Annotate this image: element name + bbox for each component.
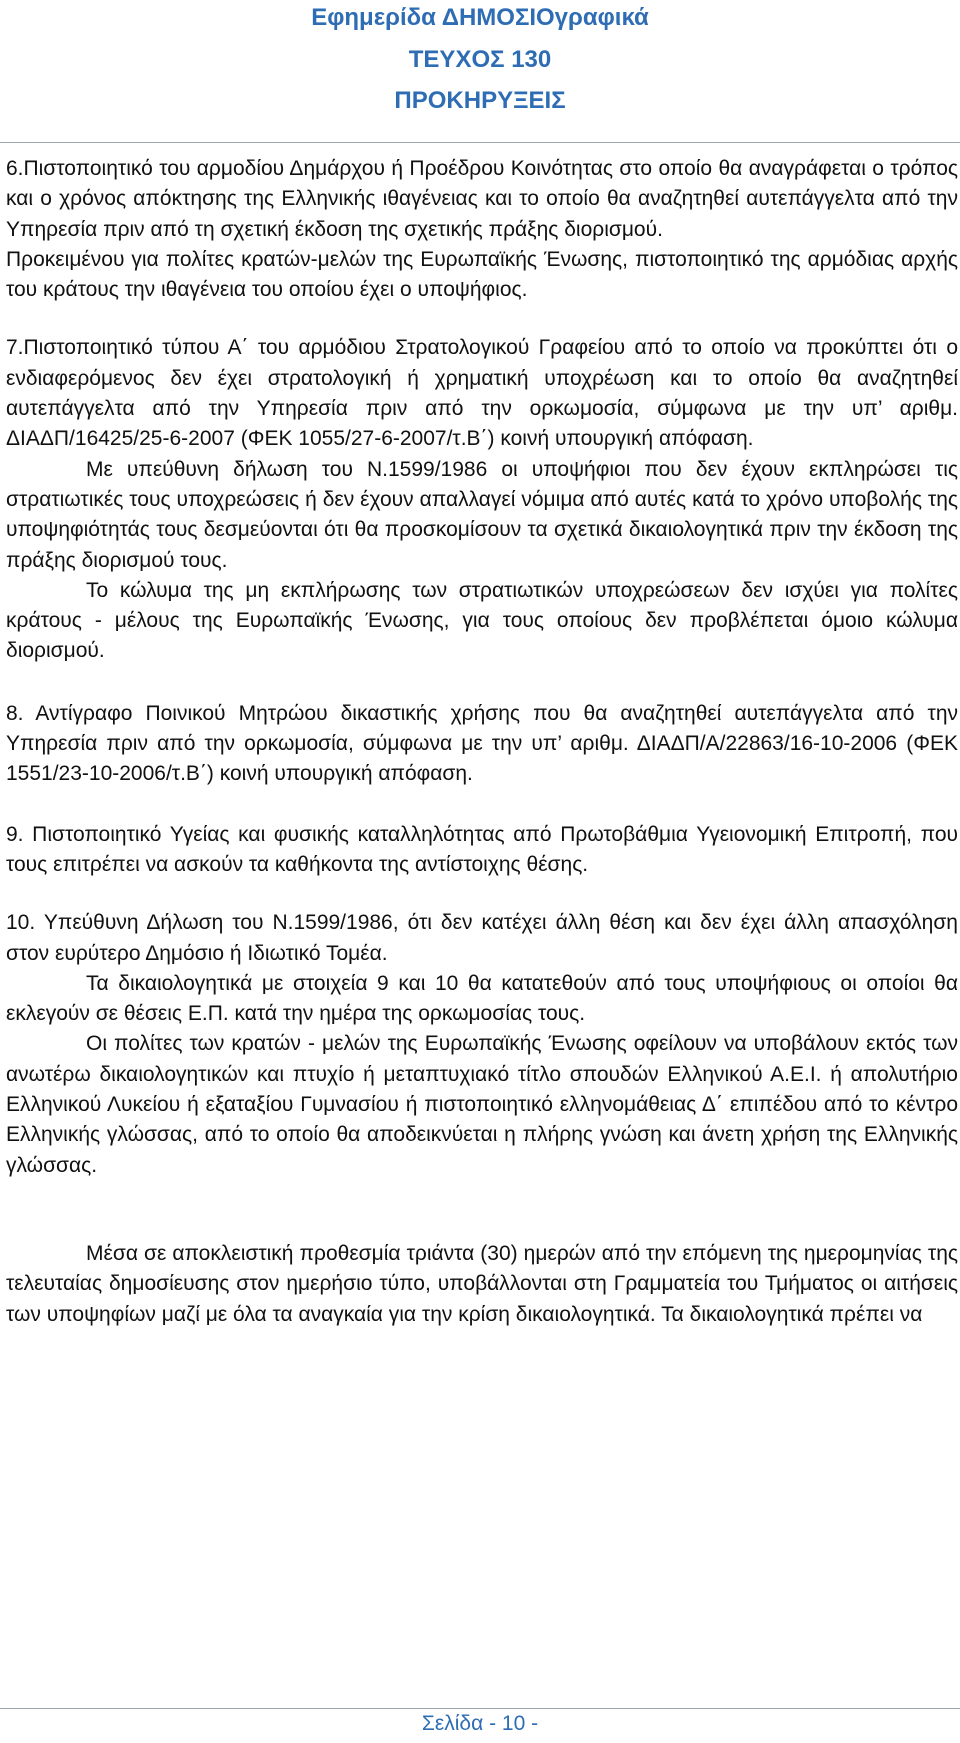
paragraph-6: 6.Πιστοποιητικό του αρμοδίου Δημάρχου ή Προέδρου Κοινότητας στο οποίο θα αναγράφεται ο τρόπος και ο χρόνος απόκτησης της Ελληνικής ιθαγένειας και το οποίο θα αναζητηθεί αυτεπάγγελτα από την Υπηρεσία πριν από τη σχετική έκδοση της σχετικής πράξης διορισμού.: [6, 157, 958, 241]
footer-divider: [0, 1708, 960, 1709]
paragraph-deadline: Μέσα σε αποκλειστική προθεσμία τριάντα (30) ημερών από την επόμενη της ημερομηνίας της τελευταίας δημοσίευσης στον ημερήσιο τύπο, υποβάλλονται στη Γραμματεία του Τμήματος οι αιτήσεις των υποψηφίων μαζί με όλα τα αναγκαία για την κρίση δικαιολογητικά. Τα δικαιολογητικά πρέπει να: [6, 1241, 958, 1326]
paragraph-10: 10. Υπεύθυνη Δήλωση του Ν.1599/1986, ότι δεν κατέχει άλλη θέση και δεν έχει άλλη απασχόληση στον ευρύτερο Δημόσιο ή Ιδιωτικό Τομέα.: [6, 911, 958, 965]
page-number: Σελίδα - 10 -: [421, 1712, 539, 1735]
paragraph-7-declaration: Με υπεύθυνη δήλωση του Ν.1599/1986 οι υποψήφιοι που δεν έχουν εκπληρώσει τις στρατιωτικές τους υποχρεώσεις ή δεν έχουν απαλλαγεί νόμιμα από αυτές κατά το χρόνο υποβολής της υποψηφιότητάς τους δεσμεύονται ότι θα προσκομίσουν τα σχετικά δικαιολογητικά πριν την έκδοση της πράξης διορισμού τους.: [6, 457, 958, 572]
header-divider: [0, 142, 960, 143]
paragraph-6-eu: Προκειμένου για πολίτες κρατών-μελών της Ευρωπαϊκής Ένωσης, πιστοποιητικό της αρμόδιας αρχής του κράτους την ιθαγένεια του οποίου έχει ο υποψήφιος.: [6, 247, 958, 302]
paragraph-9: 9. Πιστοποιητικό Υγείας και φυσικής καταλληλότητας από Πρωτοβάθμια Υγειονομική Επιτροπή, που τους επιτρέπει να ασκούν τα καθήκοντα της αντίστοιχης θέσης.: [6, 822, 958, 876]
document-body: [6, 154, 958, 1330]
publication-title: Εφημερίδα ΔΗΜΟΣΙΟγραφικά: [311, 4, 649, 31]
paragraph-10-submission: Τα δικαιολογητικά με στοιχεία 9 και 10 θα κατατεθούν από τους υποψήφιους οι οποίοι θα εκλεγούν σε θέσεις Ε.Π. κατά την ημέρα της ορκωμοσίας τους.: [6, 971, 958, 1026]
section-title: ΠΡΟΚΗΡΥΞΕΙΣ: [394, 87, 566, 114]
paragraph-8: 8. Αντίγραφο Ποινικού Μητρώου δικαστικής χρήσης που θα αναζητηθεί αυτεπάγγελτα από την Υπηρεσία πριν από την ορκωμοσία, σύμφωνα με την υπ’ αριθμ. ΔΙΑΔΠ/Α/22863/16-10-2006 (ΦΕΚ 1551/23-10-2006/τ.Β΄) κοινή υπουργική απόφαση.: [6, 701, 958, 786]
paragraph-10-eu-citizens: Οι πολίτες των κρατών - μελών της Ευρωπαϊκής Ένωσης οφείλουν να υποβάλουν εκτός των ανωτέρω δικαιολογητικών και πτυχίο ή μεταπτυχιακό τίτλο σπουδών Ελληνικού Α.Ε.Ι. ή απολυτήριο Ελληνικού Λυκείου ή εξαταξίου Γυμνασίου ή πιστοποιητικό ελληνομάθειας Δ΄ επιπέδου από το κέντρο Ελληνικής γλώσσας, από το οποίο θα αποδεικνύεται η πλήρης γνώση και άνετη χρήση της Ελληνικής γλώσσας.: [6, 1032, 958, 1177]
issue-number: ΤΕΥΧΟΣ 130: [408, 46, 552, 73]
paragraph-7: 7.Πιστοποιητικό τύπου Α΄ του αρμόδιου Στρατολογικού Γραφείου από το οποίο να προκύπτει ότι ο ενδιαφερόμενος δεν έχει στρατολογική ή χρηματική υποχρέωση και το οποίο θα αναζητηθεί αυτεπάγγελτα από την Υπηρεσία πριν από την ορκωμοσία, σύμφωνα με την υπ’ αριθμ. ΔΙΑΔΠ/16425/25-6-2007 (ΦΕΚ 1055/27-6-2007/τ.Β΄) κοινή υπουργική απόφαση.: [6, 336, 958, 451]
paragraph-7-exemption: Το κώλυμα της μη εκπλήρωσης των στρατιωτικών υποχρεώσεων δεν ισχύει για πολίτες κράτους - μέλους της Ευρωπαϊκής Ένωσης, για τους οποίους δεν προβλέπεται όμοιο κώλυμα διορισμού.: [6, 578, 958, 663]
